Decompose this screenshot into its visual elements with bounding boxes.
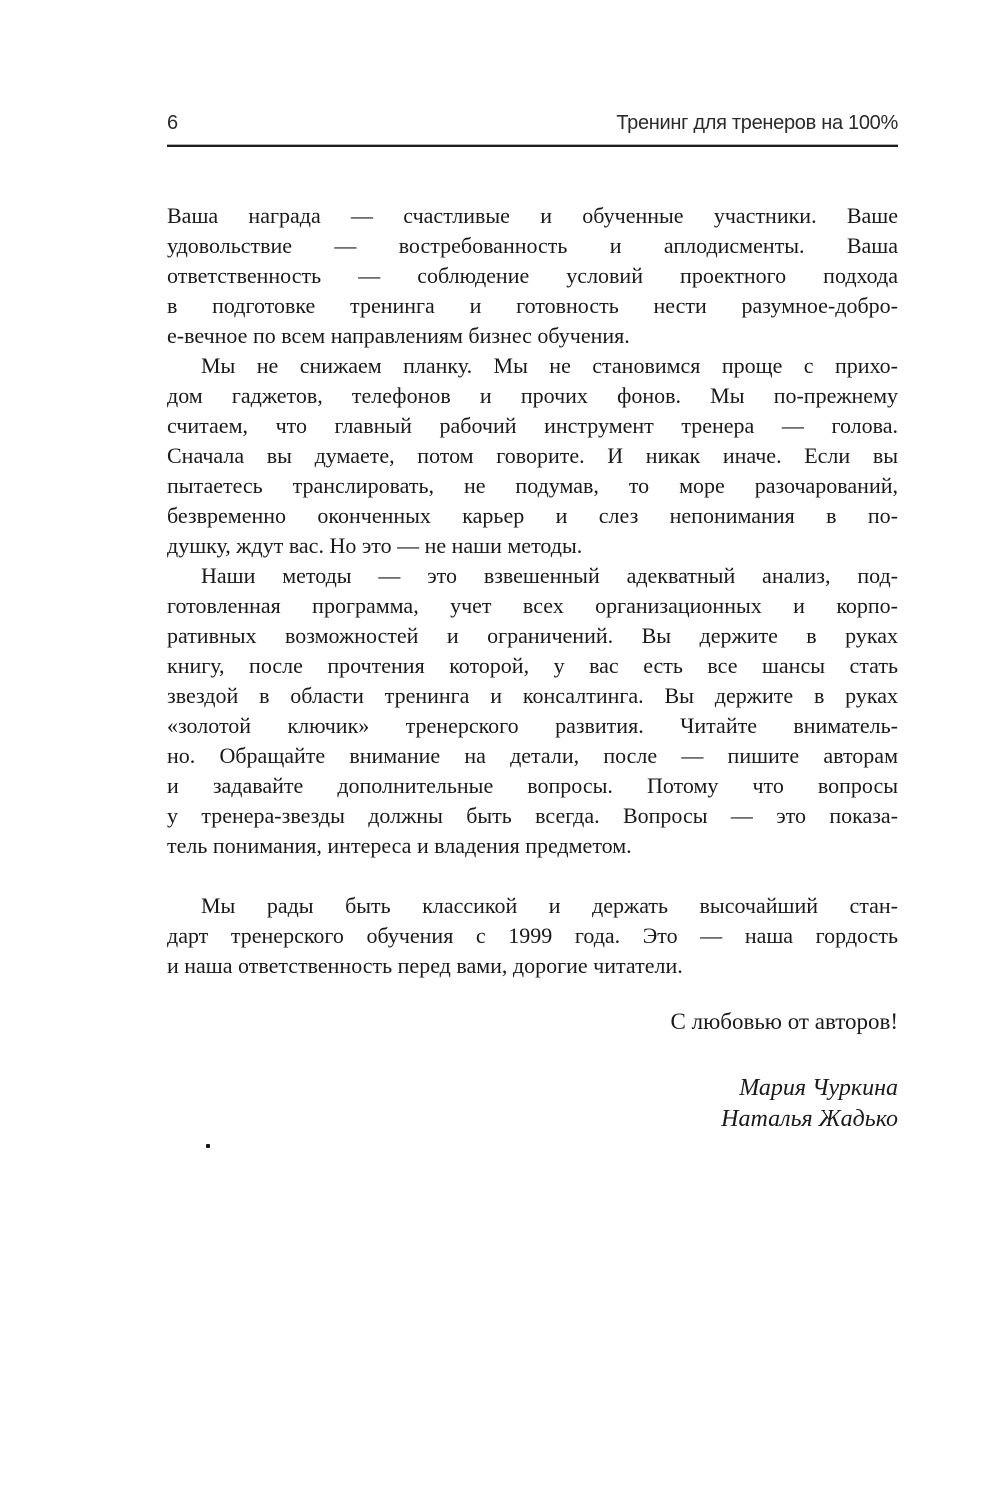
text-line: готовленная программа, учет всех организационных и корпо- [167, 593, 898, 618]
paragraph [167, 351, 898, 561]
stray-dot-mark [206, 1144, 210, 1148]
page-number: 6 [167, 112, 179, 134]
header-rule [167, 144, 898, 147]
text-line: в подготовке тренинга и готовность нести разумное-добро- [167, 293, 898, 318]
text-line: душку, ждут вас. Но это — не наши методы. [167, 533, 583, 558]
paragraph [167, 891, 898, 981]
text-line: Наши методы — это взвешенный адекватный анализ, под- [201, 563, 898, 588]
text-line: «золотой ключик» тренерского развития. Читайте вниматель- [167, 713, 898, 738]
text-line: е-вечное по всем направлениям бизнес обучения. [167, 323, 630, 348]
text-line: и задавайте дополнительные вопросы. Потому что вопросы [167, 773, 898, 798]
text-line: ответственность — соблюдение условий проектного подхода [167, 263, 898, 288]
text-line: удовольствие — востребованность и аплодисменты. Ваша [167, 233, 898, 258]
text-line: дарт тренерского обучения с 1999 года. Это — наша гордость [167, 923, 898, 948]
text-line: звездой в области тренинга и консалтинга. Вы держите в руках [167, 683, 898, 708]
text-line: Сначала вы думаете, потом говорите. И никак иначе. Если вы [167, 443, 898, 468]
text-line: считаем, что главный рабочий инструмент тренера — голова. [167, 413, 898, 438]
body-paragraphs [167, 201, 898, 981]
text-line: ративных возможностей и ограничений. Вы держите в руках [167, 623, 898, 648]
text-line: но. Обращайте внимание на детали, после — пишите авторам [167, 743, 898, 768]
text-line: Ваша награда — счастливые и обученные участники. Ваше [167, 203, 898, 228]
author-name: Наталья Жадько [721, 1106, 898, 1132]
text-line: и наша ответственность перед вами, дорогие читатели. [167, 953, 683, 978]
paragraph [167, 561, 898, 861]
paragraph [167, 201, 898, 351]
text-line: тель понимания, интереса и владения предметом. [167, 833, 632, 858]
running-title: Тренинг для тренеров на 100% [616, 112, 898, 134]
text-line: книгу, после прочтения которой, у вас есть все шансы стать [167, 653, 898, 678]
page-header [167, 0, 898, 135]
text-line: дом гаджетов, телефонов и прочих фонов. Мы по-прежнему [167, 383, 898, 408]
text-line: у тренера-звезды должны быть всегда. Вопросы — это показа- [167, 803, 898, 828]
text-line: Мы рады быть классикой и держать высочайший стан- [201, 893, 898, 918]
text-line: Мы не снижаем планку. Мы не становимся проще с прихо- [201, 353, 898, 378]
author-name: Мария Чуркина [739, 1075, 898, 1101]
closing-line: С любовью от авторов! [670, 1009, 898, 1034]
text-line: безвременно оконченных карьер и слез непонимания в по- [167, 503, 898, 528]
author-signatures [167, 1073, 898, 1135]
text-line: пытаетесь транслировать, не подумав, то море разочарований, [167, 473, 898, 498]
